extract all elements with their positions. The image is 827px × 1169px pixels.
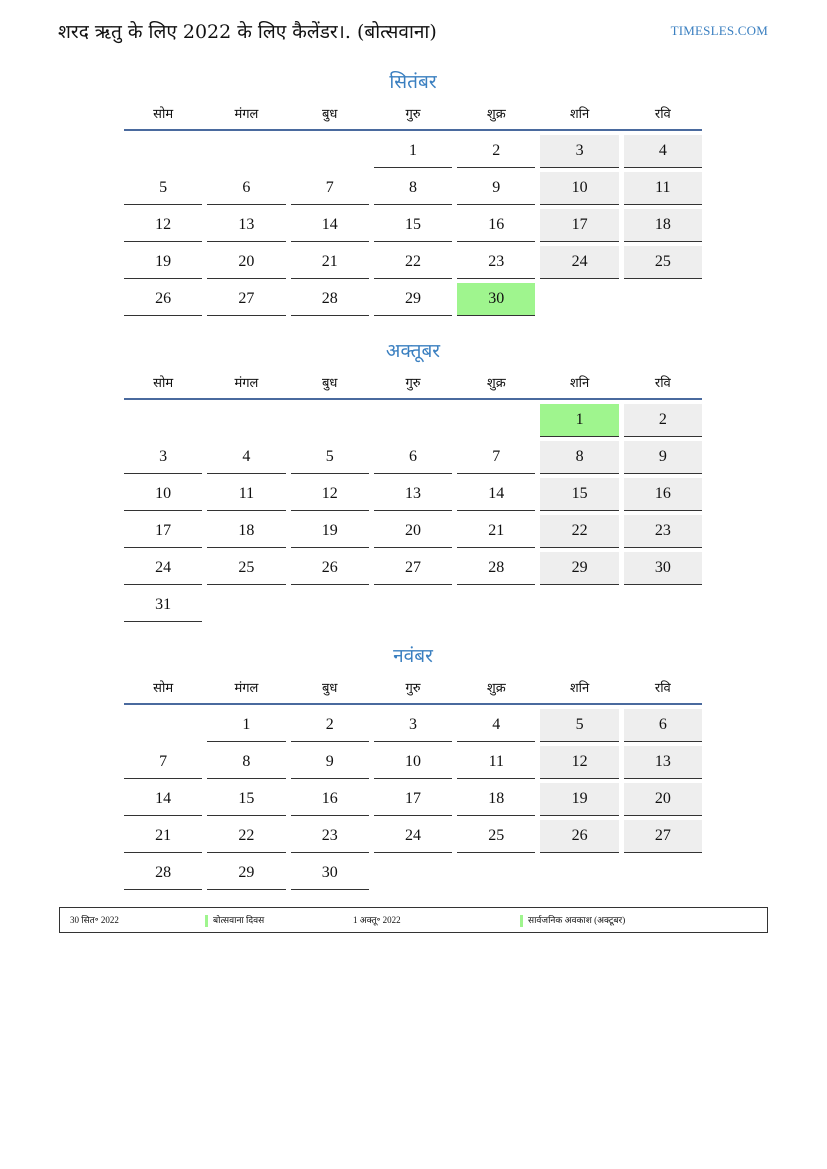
day-cell[interactable]: 18	[207, 515, 285, 548]
day-cell[interactable]: 14	[291, 209, 369, 242]
day-cell[interactable]: 2	[624, 404, 702, 437]
empty-cell	[291, 135, 369, 167]
day-cell[interactable]: 6	[374, 441, 452, 474]
day-cell[interactable]: 24	[124, 552, 202, 585]
day-cell[interactable]: 17	[374, 783, 452, 816]
day-cell[interactable]: 3	[124, 441, 202, 474]
day-cell[interactable]: 9	[457, 172, 535, 205]
day-cell[interactable]: 19	[291, 515, 369, 548]
holiday-swatch	[520, 915, 523, 927]
day-cell[interactable]: 30	[457, 283, 535, 316]
day-cell[interactable]: 9	[291, 746, 369, 779]
day-cell[interactable]: 26	[124, 283, 202, 316]
day-cell[interactable]: 8	[540, 441, 618, 474]
day-cell[interactable]: 14	[457, 478, 535, 511]
weekday-thu: गुरु	[405, 681, 421, 696]
day-grid	[124, 709, 702, 890]
day-cell[interactable]: 22	[374, 246, 452, 279]
day-cell[interactable]: 21	[291, 246, 369, 279]
weekday-mon: सोम	[153, 107, 174, 122]
day-cell[interactable]: 4	[207, 441, 285, 474]
day-cell[interactable]: 19	[124, 246, 202, 279]
day-cell[interactable]: 28	[291, 283, 369, 316]
day-cell[interactable]: 10	[374, 746, 452, 779]
day-cell[interactable]: 7	[291, 172, 369, 205]
weekday-wed: बुध	[321, 681, 338, 696]
day-cell[interactable]: 16	[624, 478, 702, 511]
day-cell[interactable]: 7	[457, 441, 535, 474]
day-cell[interactable]: 13	[207, 209, 285, 242]
day-cell[interactable]: 10	[124, 478, 202, 511]
weekday-sun: रवि	[654, 107, 671, 122]
empty-cell	[207, 404, 285, 436]
day-cell[interactable]: 5	[124, 172, 202, 205]
legend-holiday	[205, 908, 264, 932]
day-cell[interactable]: 30	[624, 552, 702, 585]
day-cell[interactable]: 7	[124, 746, 202, 779]
day-cell[interactable]: 11	[624, 172, 702, 205]
day-cell[interactable]: 12	[291, 478, 369, 511]
day-cell[interactable]: 28	[457, 552, 535, 585]
day-cell[interactable]: 25	[207, 552, 285, 585]
day-cell[interactable]: 13	[374, 478, 452, 511]
weekday-tue: मंगल	[234, 681, 259, 696]
month-november	[124, 641, 702, 890]
weekday-fri: शुक्र	[486, 376, 506, 391]
day-cell[interactable]: 26	[291, 552, 369, 585]
legend-label: सार्वजनिक अवकाश (अक्टूबर)	[528, 915, 626, 925]
legend-date: 1 अक्तू॰ 2022	[353, 915, 401, 925]
day-cell[interactable]: 1	[540, 404, 618, 437]
weekday-sat: शनि	[569, 376, 590, 391]
day-grid	[124, 404, 702, 622]
day-cell[interactable]: 15	[207, 783, 285, 816]
day-cell[interactable]: 23	[457, 246, 535, 279]
day-cell[interactable]: 2	[291, 709, 369, 742]
weekday-fri: शुक्र	[486, 107, 506, 122]
day-cell[interactable]: 30	[291, 857, 369, 890]
weekday-sat: शनि	[569, 681, 590, 696]
legend-holiday	[520, 908, 625, 932]
empty-cell	[457, 404, 535, 436]
day-cell[interactable]: 8	[374, 172, 452, 205]
weekday-sun: रवि	[654, 681, 671, 696]
empty-cell	[124, 404, 202, 436]
day-cell[interactable]: 20	[207, 246, 285, 279]
day-cell[interactable]: 9	[624, 441, 702, 474]
day-cell[interactable]: 22	[207, 820, 285, 853]
day-cell[interactable]: 26	[540, 820, 618, 853]
weekday-sun: रवि	[654, 376, 671, 391]
weekday-mon: सोम	[153, 681, 174, 696]
month-title: नवंबर	[393, 645, 433, 667]
day-cell[interactable]: 24	[374, 820, 452, 853]
day-cell[interactable]: 18	[457, 783, 535, 816]
empty-cell	[124, 709, 202, 741]
month-title: सितंबर	[389, 71, 437, 93]
day-cell[interactable]: 14	[124, 783, 202, 816]
day-cell[interactable]: 4	[457, 709, 535, 742]
day-cell[interactable]: 29	[207, 857, 285, 890]
day-cell[interactable]: 23	[291, 820, 369, 853]
day-cell[interactable]: 17	[124, 515, 202, 548]
day-cell[interactable]: 11	[207, 478, 285, 511]
day-cell[interactable]: 23	[624, 515, 702, 548]
day-cell[interactable]: 25	[624, 246, 702, 279]
empty-cell	[374, 404, 452, 436]
weekday-thu: गुरु	[405, 376, 421, 391]
day-cell[interactable]: 13	[624, 746, 702, 779]
holiday-swatch	[205, 915, 208, 927]
page-title: शरद ऋतु के लिए 2022 के लिए कैलेंडर।. (बोत्सवाना)	[58, 21, 437, 43]
day-cell[interactable]: 1	[207, 709, 285, 742]
day-cell[interactable]: 11	[457, 746, 535, 779]
day-cell[interactable]: 22	[540, 515, 618, 548]
day-cell[interactable]: 27	[207, 283, 285, 316]
day-cell[interactable]: 19	[540, 783, 618, 816]
empty-cell	[207, 135, 285, 167]
day-cell[interactable]: 16	[291, 783, 369, 816]
holiday-legend	[59, 907, 768, 933]
day-cell[interactable]: 29	[540, 552, 618, 585]
weekday-tue: मंगल	[234, 107, 259, 122]
weekday-wed: बुध	[321, 376, 338, 391]
site-link[interactable]: TIMESLES.COM	[670, 23, 768, 38]
day-cell[interactable]: 6	[624, 709, 702, 742]
empty-cell	[124, 135, 202, 167]
weekday-sat: शनि	[569, 107, 590, 122]
day-cell[interactable]: 21	[124, 820, 202, 853]
empty-cell	[291, 404, 369, 436]
day-cell[interactable]: 4	[624, 135, 702, 168]
day-cell[interactable]: 16	[457, 209, 535, 242]
day-cell[interactable]: 27	[624, 820, 702, 853]
weekday-wed: बुध	[321, 107, 338, 122]
day-cell[interactable]: 10	[540, 172, 618, 205]
day-cell[interactable]: 8	[207, 746, 285, 779]
day-cell[interactable]: 6	[207, 172, 285, 205]
day-cell[interactable]: 17	[540, 209, 618, 242]
day-grid	[124, 135, 702, 316]
day-cell[interactable]: 20	[624, 783, 702, 816]
day-cell[interactable]: 18	[624, 209, 702, 242]
day-cell[interactable]: 5	[540, 709, 618, 742]
day-cell[interactable]: 20	[374, 515, 452, 548]
day-cell[interactable]: 15	[540, 478, 618, 511]
weekday-fri: शुक्र	[486, 681, 506, 696]
day-cell[interactable]: 5	[291, 441, 369, 474]
month-september	[124, 67, 702, 316]
day-cell[interactable]: 12	[540, 746, 618, 779]
day-cell[interactable]: 29	[374, 283, 452, 316]
weekday-tue: मंगल	[234, 376, 259, 391]
day-cell[interactable]: 24	[540, 246, 618, 279]
day-cell[interactable]: 28	[124, 857, 202, 890]
weekday-header	[124, 101, 702, 131]
month-october	[124, 336, 702, 622]
day-cell[interactable]: 15	[374, 209, 452, 242]
day-cell[interactable]: 3	[540, 135, 618, 168]
day-cell[interactable]: 25	[457, 820, 535, 853]
day-cell[interactable]: 2	[457, 135, 535, 168]
weekday-mon: सोम	[153, 376, 174, 391]
weekday-header	[124, 675, 702, 705]
day-cell[interactable]: 27	[374, 552, 452, 585]
day-cell[interactable]: 12	[124, 209, 202, 242]
weekday-header	[124, 370, 702, 400]
day-cell[interactable]: 3	[374, 709, 452, 742]
legend-label: बोत्सवाना दिवस	[213, 915, 265, 925]
day-cell[interactable]: 21	[457, 515, 535, 548]
day-cell[interactable]: 1	[374, 135, 452, 168]
legend-date: 30 सित॰ 2022	[70, 915, 119, 925]
day-cell[interactable]: 31	[124, 589, 202, 622]
weekday-thu: गुरु	[405, 107, 421, 122]
month-title: अक्तूबर	[385, 340, 441, 362]
